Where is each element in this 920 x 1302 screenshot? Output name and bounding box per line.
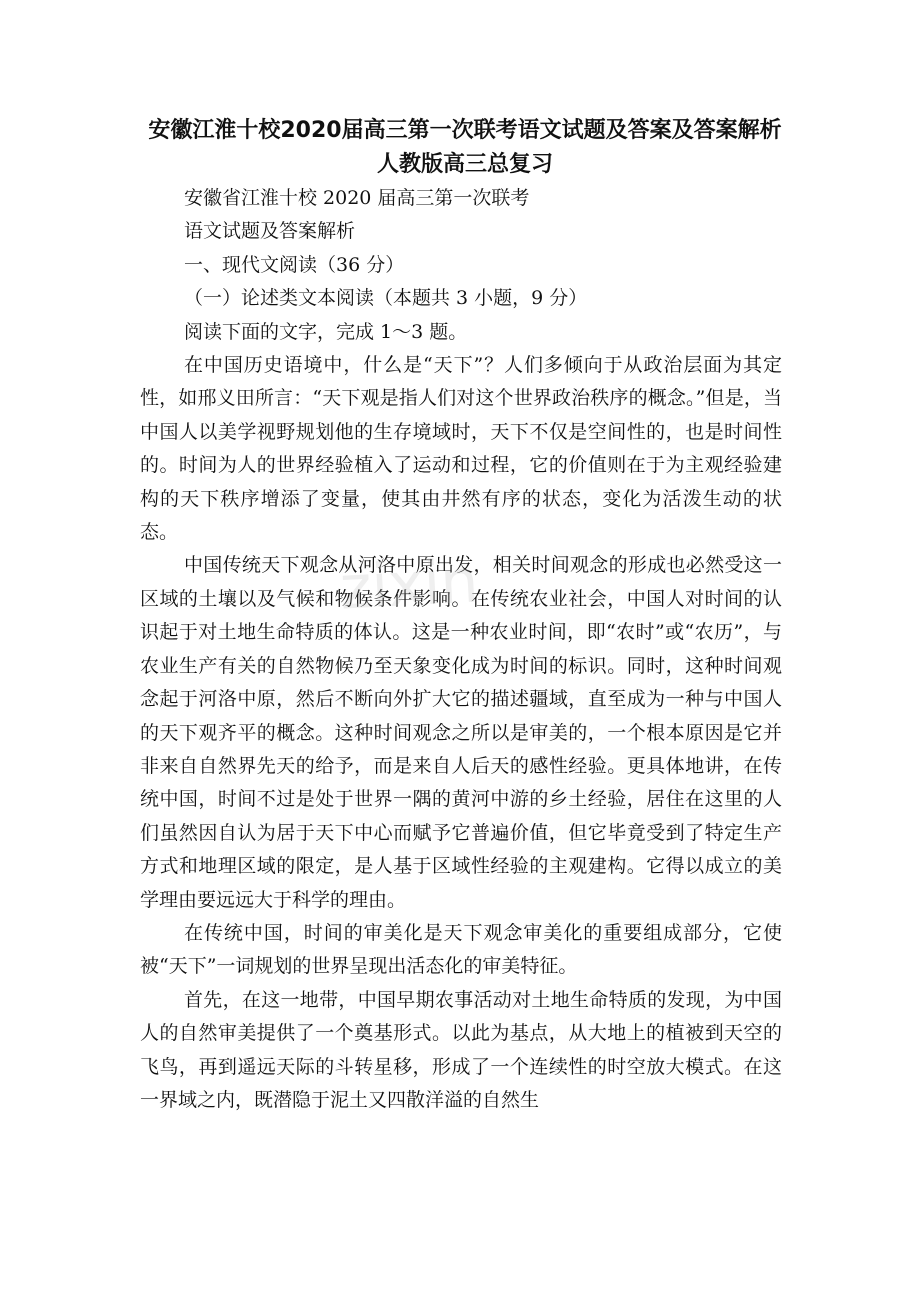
paragraph: 中国传统天下观念从河洛中原出发，相关时间观念的形成也必然受这一区域的土壤以及气候和物候条件影响。在传统农业社会，中国人对时间的认识起于对土地生命特质的体认。这是一种农业时间，即“农时”或“农历”，与农业生产有关的自然物候乃至天象变化成为时间的标识。同时，这种时间观念起于河洛中原，然后不断向外扩大它的描述疆域，直至成为一种与中国人的天下观齐平的概念。这种时间观念之所以是审美的，一个根本原因是它并非来自自然界先天的给予，而是来自人后天的感性经验。更具体地讲，在传统中国，时间不过是处于世界一隅的黄河中游的乡土经验，居住在这里的人们虽然因自认为居于天下中心而赋予它普遍价值，但它毕竟受到了特定生产方式和地理区域的限定，是人基于区域性经验的主观建构。它得以成立的美学理由要远远大于科学的理由。 [140, 554, 782, 911]
section-heading: 一、现代文阅读（36 分） [184, 253, 405, 276]
document-body [140, 182, 782, 1117]
exam-subtitle-line: 语文试题及答案解析 [184, 220, 356, 243]
paragraph: 首先，在这一地带，中国早期农事活动对土地生命特质的发现，为中国人的自然审美提供了一个奠基形式。以此为基点，从大地上的植被到天空的飞鸟，再到遥远天际的斗转星移，形成了一个连续性的时空放大模式。在这一界域之内，既潜隐于泥土又四散洋溢的自然生 [140, 988, 782, 1111]
paragraph: 在传统中国，时间的审美化是天下观念审美化的重要组成部分，它使被“天下”一词规划的世界呈现出活态化的审美特征。 [140, 921, 782, 978]
exam-name-line: 安徽省江淮十校 2020 届高三第一次联考 [184, 187, 530, 209]
watermark: zixin [338, 546, 481, 624]
instruction-line: 阅读下面的文字，完成 1～3 题。 [184, 320, 468, 343]
paragraph: 在中国历史语境中，什么是“天下”？人们多倾向于从政治层面为其定性，如邢义田所言：“天下观是指人们对这个世界政治秩序的概念。”但是，当中国人以美学视野规划他的生存境域时，天下不仅是空间性的，也是时间性的。时间为人的世界经验植入了运动和过程，它的价值则在于为主观经验建构的天下秩序增添了变量，使其由井然有序的状态，变化为活泼生动的状态。 [140, 354, 782, 544]
subsection-heading: （一）论述类文本阅读（本题共 3 小题，9 分） [184, 287, 588, 310]
document-title: 安徽江淮十校2020届高三第一次联考语文试题及答案及答案解析 人教版高三总复习 [148, 118, 804, 177]
